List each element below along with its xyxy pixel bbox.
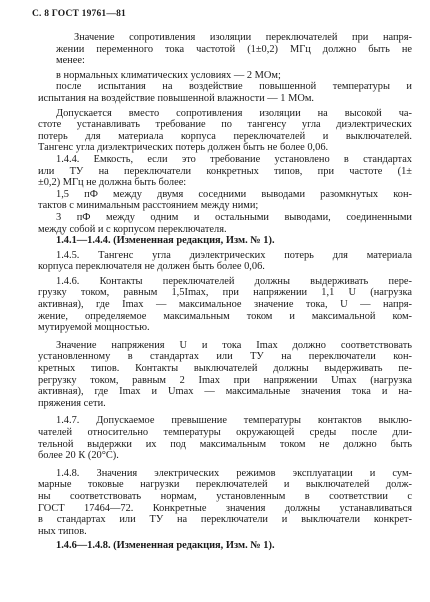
text-line: 1.4.7. Допускаемое превышение температуры контактов выклю- [56, 415, 412, 427]
paragraph-1-4-5-tangent [38, 250, 412, 273]
text-line: в стандартах или ТУ на переключатели и выключатели конкрет- [38, 514, 412, 526]
text-line: ных типов. [38, 525, 87, 537]
paragraph-capacitance-one-to-rest [38, 212, 412, 235]
text-line: между собой и с корпусом переключателя. [38, 223, 227, 235]
text-line: менее: [56, 55, 85, 67]
paragraph-1-4-7-temperature [38, 415, 412, 461]
text-line: установленному в стандартах или ТУ на переключатели кон- [38, 351, 412, 363]
revision-note-1-4-6-1-4-8 [38, 540, 412, 552]
text-line: активная), где Imax — максимальное значение тока, U — напря- [38, 299, 412, 311]
text-line: Значение напряжения U и тока Imax должно соответствовать [56, 339, 412, 351]
paragraph-capacitance-adjacent [38, 189, 412, 212]
text-line: Допускается вместо сопротивления изоляции на высокой ча- [56, 107, 412, 119]
text-line: активная), где Imax и Umax — максимальные значения тока и на- [38, 386, 412, 398]
text-line: Значение сопротивления изоляции переключателей при напря- [74, 32, 412, 43]
paragraph-insulation-resistance [38, 32, 412, 67]
text-line: 1.4.5. Тангенс угла диэлектрических потерь для материала [56, 249, 412, 261]
text-line: 1.4.6. Контакты переключателей должны выдерживать пере- [56, 275, 412, 287]
text-line: 1.4.1—1.4.4. (Измененная редакция, Изм. № 1). [56, 235, 275, 247]
text-line: 1.4.6—1.4.8. (Измененная редакция, Изм. № 1). [56, 540, 275, 552]
text-line: Тангенс угла диэлектрических потерь должен быть не более 0,06. [38, 142, 329, 154]
text-line: мутируемой мощностью. [38, 322, 150, 334]
paragraph-1-4-8-modes [38, 468, 412, 538]
text-line: или ТУ на переключатели конкретных типов, при частоте (1± [38, 165, 412, 177]
text-line: грузку током, равным 1,5Imax, при напряжении 1,1 U (нагрузка [38, 287, 412, 299]
text-line: регрузку током, равным 2 Imax при напряжении Umax (нагрузка [38, 374, 412, 386]
text-line: пряжения сети. [38, 397, 106, 409]
text-line: жении переменного тока частотой (1±0,2) МГц должно быть не [56, 43, 412, 55]
text-line: 1,5 пФ между двумя соседними выводами разомкнутых кон- [56, 188, 412, 200]
text-line: ны соответствовать нормам, установленным в соответствии с [38, 490, 412, 502]
paragraph-voltage-current-values [38, 340, 412, 410]
text-line: 1.4.4. Емкость, если это требование установлено в стандартах [56, 153, 412, 165]
text-line: потерь для материала корпуса переключателей и выключателей. [38, 130, 412, 142]
text-line: ГОСТ 17464—72. Конкретные значения должны устанавливаться [38, 502, 412, 514]
paragraph-normal-conditions [38, 70, 412, 82]
text-line: испытания на воздействие повышенной влажности — 1 МОм. [38, 92, 314, 104]
paragraph-1-4-4-capacitance [38, 154, 412, 189]
text-line: более 20 К (20°С). [38, 450, 119, 462]
text-line: марные токовые нагрузки переключателей и выключателей долж- [38, 479, 412, 491]
paragraph-tangent-alternative [38, 108, 412, 154]
text-line: кретных типов. Контакты выключателей должны выдерживать пе- [38, 363, 412, 375]
page-header: С. 8 ГОСТ 19761—81 [32, 9, 126, 19]
text-line: 3 пФ между одним и остальными выводами, соединенными [56, 211, 412, 223]
paragraph-1-4-6-overload [38, 276, 412, 334]
text-line: стоте устанавливать требование по тангенсу угла диэлектрических [38, 119, 412, 131]
text-line: ±0,2) МГц не должна быть более: [38, 177, 187, 189]
paragraph-after-tests [38, 81, 412, 104]
text-line: после испытания на воздействие повышенной температуры и [56, 81, 412, 93]
text-line: жение, определяемое максимальным током и максимальной ком- [38, 310, 412, 322]
text-line: тельной выдержки их под максимальным током не должно быть [38, 438, 412, 450]
revision-note-1-4-1-1-4-4 [38, 235, 412, 247]
text-line: тактов с минимальным расстоянием между ними; [38, 200, 259, 212]
text-line: 1.4.8. Значения электрических режимов эксплуатации и сум- [56, 467, 412, 479]
text-line: чателей относительно температуры окружающей среды после дли- [38, 427, 412, 438]
text-line: корпуса переключателя не должен быть более 0,06. [38, 261, 265, 273]
text-line: в нормальных климатических условиях — 2 МОм; [56, 69, 281, 81]
